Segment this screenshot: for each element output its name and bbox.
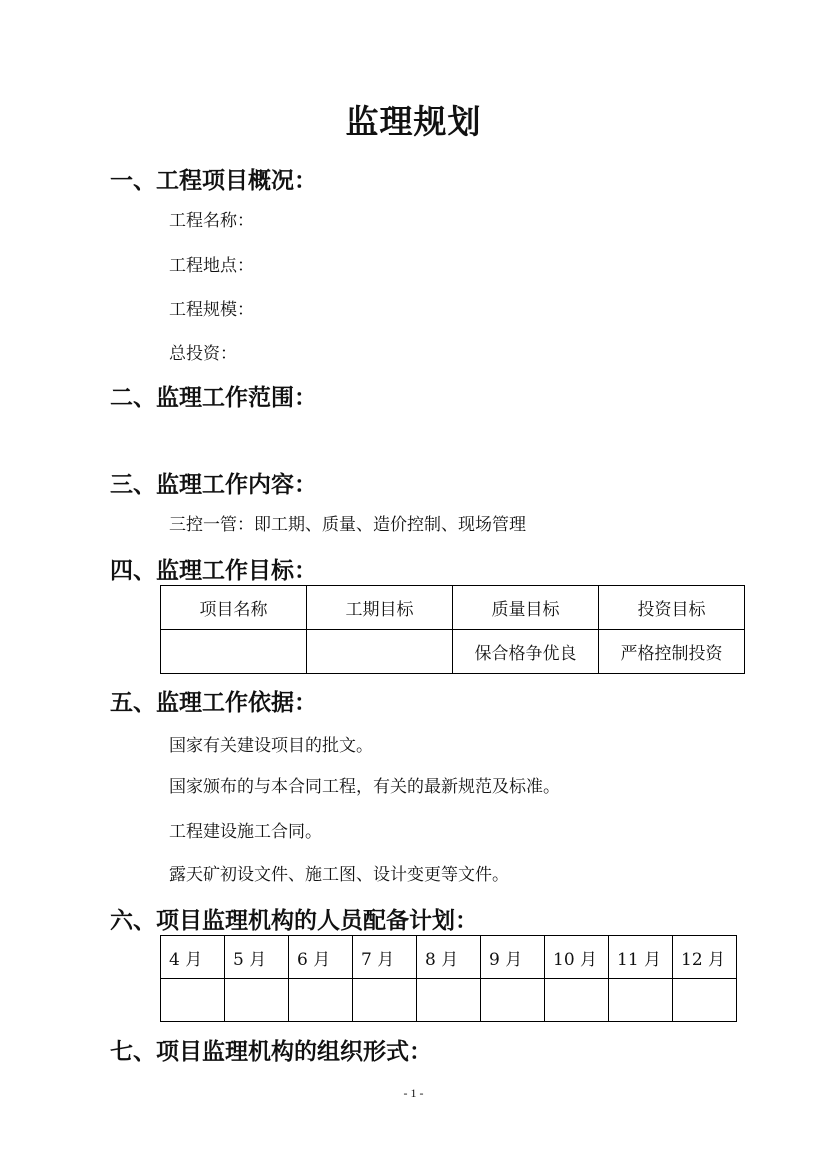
month-header-cell: 12 月 (673, 936, 737, 979)
table-cell: 严格控制投资 (599, 630, 745, 674)
page-number: - 1 - (403, 1086, 424, 1100)
month-header-cell: 9 月 (481, 936, 545, 979)
basis-line: 工程建设施工合同。 (169, 822, 322, 842)
section-heading-overview: 一、工程项目概况： (110, 167, 317, 194)
table-cell (545, 979, 609, 1022)
goals-table (160, 585, 745, 674)
table-cell (353, 979, 417, 1022)
table-row (161, 630, 745, 674)
table-header-cell: 质量目标 (453, 586, 599, 630)
project-scale-line: 工程规模： (169, 300, 254, 320)
month-header-cell: 5 月 (225, 936, 289, 979)
table-row (161, 936, 737, 979)
basis-line: 国家颁布的与本合同工程，有关的最新规范及标准。 (169, 777, 560, 797)
month-header-cell: 8 月 (417, 936, 481, 979)
section-heading-organization: 七、项目监理机构的组织形式： (110, 1038, 432, 1065)
table-cell (481, 979, 545, 1022)
table-cell (673, 979, 737, 1022)
month-header-cell: 7 月 (353, 936, 417, 979)
page-title: 监理规划 (345, 102, 482, 141)
staffing-table (160, 935, 737, 1022)
table-header-cell: 项目名称 (161, 586, 307, 630)
basis-line: 国家有关建设项目的批文。 (169, 736, 373, 756)
table-header-cell: 投资目标 (599, 586, 745, 630)
table-cell (307, 630, 453, 674)
month-header-cell: 10 月 (545, 936, 609, 979)
section-heading-staffing: 六、项目监理机构的人员配备计划： (110, 907, 478, 934)
table-cell (417, 979, 481, 1022)
project-name-line: 工程名称： (169, 211, 254, 231)
table-row (161, 979, 737, 1022)
total-investment-line: 总投资： (169, 344, 237, 364)
table-row (161, 586, 745, 630)
section-heading-basis: 五、监理工作依据： (110, 689, 317, 716)
section-heading-scope: 二、监理工作范围： (110, 384, 317, 411)
table-cell (609, 979, 673, 1022)
section-heading-goals: 四、监理工作目标： (110, 557, 317, 584)
month-header-cell: 4 月 (161, 936, 225, 979)
month-header-cell: 11 月 (609, 936, 673, 979)
table-header-cell: 工期目标 (307, 586, 453, 630)
basis-line: 露天矿初设文件、施工图、设计变更等文件。 (169, 865, 509, 885)
project-location-line: 工程地点： (169, 256, 254, 276)
table-cell (161, 979, 225, 1022)
month-header-cell: 6 月 (289, 936, 353, 979)
table-cell (161, 630, 307, 674)
work-content-line: 三控一管：即工期、质量、造价控制、现场管理 (169, 515, 526, 535)
table-cell (225, 979, 289, 1022)
table-cell: 保合格争优良 (453, 630, 599, 674)
table-cell (289, 979, 353, 1022)
section-heading-content: 三、监理工作内容： (110, 471, 317, 498)
